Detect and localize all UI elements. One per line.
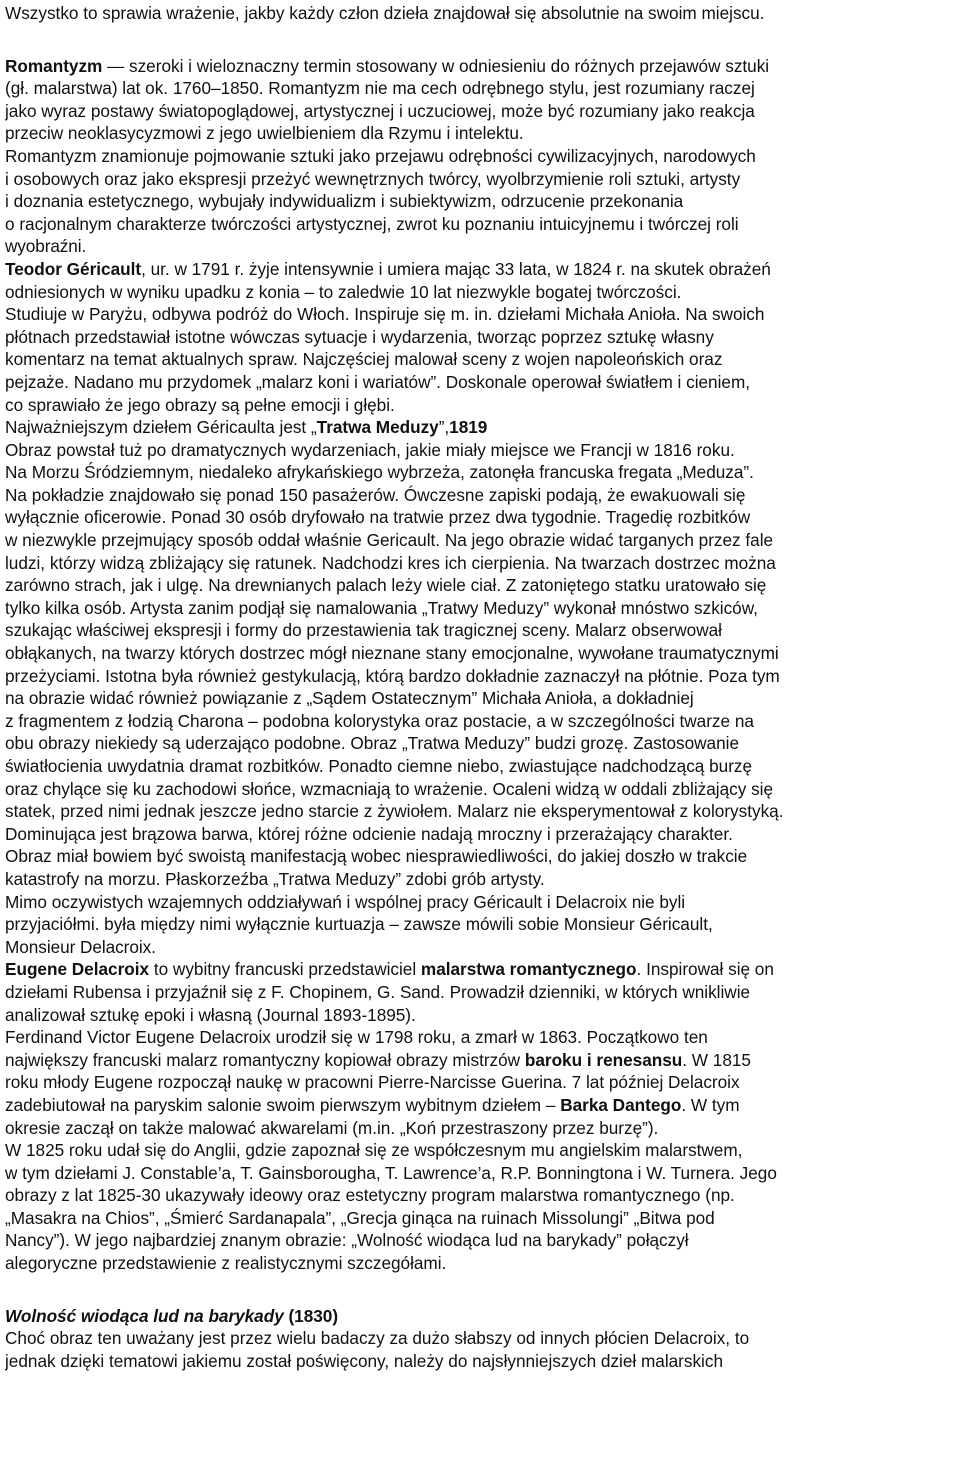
text-line <box>5 1026 956 1049</box>
text-line <box>5 1117 956 1140</box>
text-run: i doznania estetycznego, wybujały indywidualizm i subiektywizm, odrzucenie przekonania <box>5 191 684 212</box>
text-run: Na Morzu Śródziemnym, niedaleko afrykańskiego wybrzeża, zatonęła francuska fregata „Meduza”. <box>5 462 754 483</box>
emphasized-text: Wolność wiodąca lud na barykady <box>5 1305 284 1326</box>
text-run: (gł. malarstwa) lat ok. 1760–1850. Romantyzm nie ma cech odrębnego stylu, jest rozumiany raczej <box>5 78 755 99</box>
text-line <box>5 1004 956 1027</box>
emphasized-text: Teodor Géricault <box>5 258 142 279</box>
text-run: Mimo oczywistych wzajemnych oddziaływań i wspólnej pracy Géricault i Delacroix nie byli <box>5 891 686 912</box>
text-line <box>5 439 956 462</box>
text-run: obłąkanych, na twarzy których dostrzec mógł nieznane stany emocjonalne, wywołane traumatycznymi <box>5 643 779 664</box>
text-line <box>5 2 956 25</box>
text-run: okresie zaczął on także malować akwarelami (m.in. „Koń przestraszony przez burzę”). <box>5 1117 659 1138</box>
text-run: dziełami Rubensa i przyjaźnił się z F. Chopinem, G. Sand. Prowadził dzienniki, w których wnikliwie <box>5 981 751 1002</box>
text-line <box>5 913 956 936</box>
text-run: Monsieur Delacroix. <box>5 936 156 957</box>
text-run: tylko kilka osób. Artysta zanim podjął się namalowania „Tratwy Meduzy” wykonał mnóstwo szkiców, <box>5 597 758 618</box>
text-line <box>5 1350 956 1373</box>
text-run: i osobowych oraz jako ekspresji przeżyć wewnętrznych twórcy, wyolbrzymienie roli sztuki, artysty <box>5 168 741 189</box>
text-line <box>5 800 956 823</box>
document-body <box>5 2 956 1372</box>
text-line <box>5 1094 956 1117</box>
text-line <box>5 687 956 710</box>
text-run: — szeroki i wieloznaczny termin stosowany w odniesieniu do różnych przejawów sztuki <box>102 55 770 76</box>
text-line <box>5 642 956 665</box>
text-line <box>5 213 956 236</box>
text-run: szukając właściwej ekspresji i formy do przestawienia tak tragicznej sceny. Malarz obserwował <box>5 620 722 641</box>
text-line <box>5 1049 956 1072</box>
text-run: przeżyciami. Istotna była również gestykulacją, którą bardzo dokładnie zaznaczył na płótnie. Poza tym <box>5 665 780 686</box>
text-line <box>5 891 956 914</box>
text-run: z fragmentem z łodzią Charona – podobna kolorystyka oraz postacie, a w szczególności twarze na <box>5 710 754 731</box>
text-line <box>5 145 956 168</box>
text-run: . W 1815 <box>682 1049 751 1070</box>
text-run: w niezwykle przejmujący sposób oddał właśnie Gericault. Na jego obrazie widać targanych przez fale <box>5 530 774 551</box>
text-run: . Inspirował się on <box>636 959 774 980</box>
emphasized-text: Barka Dantego <box>560 1094 682 1115</box>
emphasized-text: baroku i renesansu <box>524 1049 683 1070</box>
text-run: to wybitny francuski przedstawiciel <box>149 959 421 980</box>
text-run: oraz chylące się ku zachodowi słońce, wzmacniają to wrażenie. Ocaleni widzą w oddali zbliżający się <box>5 778 774 799</box>
text-run: Choć obraz ten uważany jest przez wielu badaczy za dużo słabszy od innych płócien Delacroix, to <box>5 1328 750 1349</box>
text-line <box>5 168 956 191</box>
text-run: Dominująca jest brązowa barwa, której różne odcienie nadają mroczny i przerażający charakter. <box>5 823 733 844</box>
text-run: komentarz na temat aktualnych spraw. Najczęściej malował sceny z wojen napoleońskich oraz <box>5 349 723 370</box>
text-line <box>5 1184 956 1207</box>
text-line <box>5 1305 956 1328</box>
text-run: przyjaciółmi. była między nimi wyłącznie kurtuazja – zawsze mówili sobie Monsieur Géricault, <box>5 914 713 935</box>
text-run: w tym dziełami J. Constable’a, T. Gainsborougha, T. Lawrence’a, R.P. Bonningtona i W. Turnera. Jego <box>5 1162 777 1183</box>
text-line <box>5 958 956 981</box>
text-line <box>5 394 956 417</box>
text-run: światłocienia uwydatnia dramat rozbitków. Ponadto ciemne niebo, zwiastujące nadchodzącą burzę <box>5 756 753 776</box>
text-run: obrazy z lat 1825-30 ukazywały ideowy oraz estetyczny program malarstwa romantycznego (np. <box>5 1185 735 1206</box>
emphasized-text: Romantyzm <box>5 55 103 76</box>
text-line <box>5 710 956 733</box>
text-line <box>5 1327 956 1350</box>
text-line <box>5 190 956 213</box>
text-line <box>5 55 956 78</box>
text-run: zadebiutował na paryskim salonie swoim pierwszym wybitnym dziełem – <box>5 1094 561 1115</box>
text-run: statek, przed nimi jednak jeszcze jedno starcie z żywiołem. Malarz nie eksperymentował z kolorystyką. <box>5 801 784 822</box>
text-line <box>5 281 956 304</box>
text-line <box>5 348 956 371</box>
text-line <box>5 1162 956 1185</box>
text-line <box>5 665 956 688</box>
text-line <box>5 303 956 326</box>
text-line <box>5 416 956 439</box>
text-line <box>5 755 956 778</box>
text-line <box>5 326 956 349</box>
text-run: . W tym <box>681 1094 740 1115</box>
text-line <box>5 619 956 642</box>
emphasized-text: malarstwa romantycznego <box>420 959 637 980</box>
text-run: Obraz miał bowiem być swoistą manifestacją wobec niesprawiedliwości, do jakiej doszło w trakcie <box>5 846 748 867</box>
text-run: „Masakra na Chios”, „Śmierć Sardanapala”, „Grecja ginąca na ruinach Missolungi” „Bitwa pod <box>5 1207 715 1228</box>
text-run: Najważniejszym dziełem Géricaulta jest „ <box>5 417 317 438</box>
text-run: największy francuski malarz romantyczny kopiował obrazy mistrzów <box>5 1049 525 1070</box>
text-line <box>5 1207 956 1230</box>
text-line <box>5 597 956 620</box>
text-run: co sprawiało że jego obrazy są pełne emocji i głębi. <box>5 394 395 415</box>
paragraph-gap <box>5 1275 956 1305</box>
text-line <box>5 1252 956 1275</box>
text-line <box>5 235 956 258</box>
text-run: jako wyraz postawy światopoglądowej, artystycznej i uczuciowej, może być rozumiany jako reakcja <box>5 100 755 121</box>
text-run: , ur. w 1791 r. żyje intensywnie i umiera mając 33 lata, w 1824 r. na skutek obrażeń <box>141 258 771 279</box>
text-run: alegoryczne przedstawienie z realistycznymi szczegółami. <box>5 1253 447 1274</box>
text-run: Nancy”). W jego najbardziej znanym obrazie: „Wolność wiodąca lud na barykady” połączył <box>5 1230 689 1251</box>
text-line <box>5 484 956 507</box>
text-line <box>5 552 956 575</box>
text-run: Studiuje w Paryżu, odbywa podróż do Włoch. Inspiruje się m. in. dziełami Michała Anioła. Na swoich <box>5 304 765 325</box>
text-line <box>5 732 956 755</box>
text-line <box>5 981 956 1004</box>
text-run: o racjonalnym charakterze twórczości artystycznej, zwrot ku poznaniu intuicyjnemu i twórczej roli <box>5 213 739 234</box>
text-run: płótnach przedstawiał istotne wówczas sytuacje i wydarzenia, tworząc poprzez sztukę własny <box>5 326 714 347</box>
text-run: jednak dzięki tematowi jakiemu został poświęcony, należy do najsłynniejszych dzieł malarskich <box>5 1350 723 1371</box>
text-line <box>5 574 956 597</box>
paragraph-gap <box>5 25 956 55</box>
text-run: zarówno strach, jak i ulgę. Na drewnianych palach leży wiele ciał. Z zatoniętego statku uratowało się <box>5 575 767 596</box>
text-run: wyłącznie oficerowie. Ponad 30 osób dryfowało na tratwie przez dwa tygodnie. Tragedię rozbitków <box>5 507 751 528</box>
text-run: obu obrazy niekiedy są uderzająco podobne. Obraz „Tratwa Meduzy” budzi grozę. Zastosowanie <box>5 733 740 754</box>
text-run: pejzaże. Nadano mu przydomek „malarz koni i wariatów”. Doskonale operował światłem i cieniem, <box>5 371 751 392</box>
text-line <box>5 845 956 868</box>
text-line <box>5 1229 956 1252</box>
text-line <box>5 122 956 145</box>
text-line <box>5 936 956 959</box>
emphasized-text: Tratwa Meduzy <box>316 417 439 438</box>
text-line <box>5 868 956 891</box>
text-line <box>5 1139 956 1162</box>
text-run: wyobraźni. <box>5 236 87 257</box>
text-line <box>5 371 956 394</box>
text-run: Wszystko to sprawia wrażenie, jakby każdy człon dzieła znajdował się absolutnie na swoim miejscu. <box>5 3 765 23</box>
text-run: ludzi, którzy widzą zbliżający się ratunek. Nadchodzi kres ich cierpienia. Na twarzach dostrzec można <box>5 552 776 573</box>
text-run: na obrazie widać również powiązanie z „Sądem Ostatecznym” Michała Anioła, a dokładniej <box>5 688 694 709</box>
text-run: Obraz powstał tuż po dramatycznych wydarzeniach, jakie miały miejsce we Francji w 1816 roku. <box>5 439 735 460</box>
text-run: roku młody Eugene rozpoczął naukę w pracowni Pierre-Narcisse Guerina. 7 lat później Delacroix <box>5 1072 740 1093</box>
text-run: Ferdinand Victor Eugene Delacroix urodził się w 1798 roku, a zmarł w 1863. Początkowo ten <box>5 1027 708 1048</box>
text-line <box>5 529 956 552</box>
text-line <box>5 258 956 281</box>
text-line <box>5 506 956 529</box>
emphasized-text: 1819 <box>449 417 488 438</box>
text-run: Romantyzm znamionuje pojmowanie sztuki jako przejawu odrębności cywilizacyjnych, narodowych <box>5 145 756 166</box>
text-run: Na pokładzie znajdowało się ponad 150 pasażerów. Ówczesne zapiski podają, że ewakuowali się <box>5 484 746 505</box>
text-run: analizował sztukę epoki i własną (Journal 1893-1895). <box>5 1004 416 1025</box>
emphasized-text: (1830) <box>283 1305 339 1326</box>
text-run: odniesionych w wyniku upadku z konia – to zaledwie 10 lat niezwykle bogatej twórczości. <box>5 281 682 302</box>
text-run: W 1825 roku udał się do Anglii, gdzie zapoznał się ze współczesnym mu angielskim malarstwem, <box>5 1140 743 1161</box>
text-line <box>5 778 956 801</box>
emphasized-text: Eugene Delacroix <box>5 959 150 980</box>
text-line <box>5 461 956 484</box>
text-run: przeciw neoklasycyzmowi z jego uwielbieniem dla Rzymu i intelektu. <box>5 123 524 144</box>
text-run: ”, <box>438 417 450 438</box>
text-line <box>5 1071 956 1094</box>
text-run: katastrofy na morzu. Płaskorzeźba „Tratwa Meduzy” zdobi grób artysty. <box>5 868 545 889</box>
text-line <box>5 823 956 846</box>
text-line <box>5 77 956 100</box>
text-line <box>5 100 956 123</box>
